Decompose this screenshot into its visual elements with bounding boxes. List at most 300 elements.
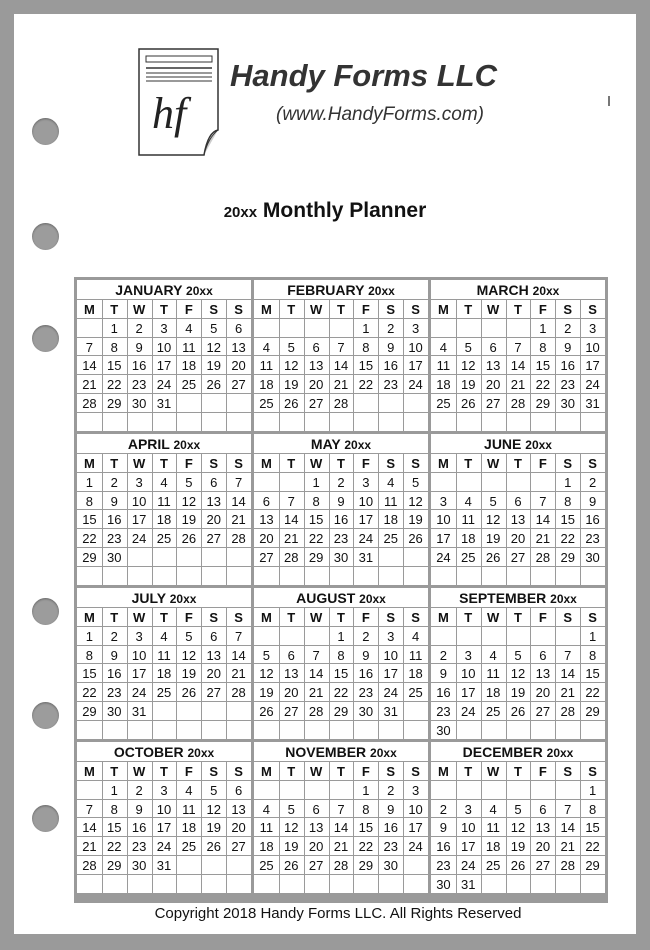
day-cell: 12	[408, 493, 423, 509]
binder-hole	[32, 805, 59, 832]
weekday-header: W	[309, 456, 323, 471]
day-cell: 20	[206, 666, 221, 682]
day-cell: 8	[85, 647, 94, 663]
day-cell: 25	[181, 839, 197, 855]
month-title	[431, 280, 605, 300]
day-cell: 14	[82, 358, 97, 374]
day-cell: 6	[539, 647, 547, 663]
weekday-header: T	[514, 764, 522, 779]
weekday-header: T	[110, 302, 119, 317]
weekday-header: T	[514, 456, 522, 471]
day-cell: 31	[358, 550, 374, 565]
day-cell: 7	[234, 628, 243, 644]
day-cell: 21	[333, 377, 349, 393]
day-cell: 2	[135, 782, 143, 798]
day-cell: 25	[156, 685, 172, 701]
day-cell: 12	[206, 801, 221, 817]
day-cell: 10	[383, 647, 398, 663]
weekday-header: T	[160, 302, 168, 317]
day-cell: 12	[510, 820, 526, 836]
day-cell: 14	[560, 666, 575, 682]
day-cell: 11	[182, 339, 196, 355]
month-title	[77, 280, 251, 300]
day-cell: 27	[308, 858, 324, 873]
weekday-header: T	[287, 764, 296, 779]
day-cell: 9	[337, 493, 345, 509]
day-cell: 20	[535, 685, 551, 701]
grid-line	[77, 431, 251, 432]
month-year: 20xx	[173, 438, 201, 452]
month-title	[431, 588, 605, 608]
day-cell: 16	[131, 358, 147, 374]
day-cell: 12	[510, 666, 526, 682]
day-cell: 29	[585, 704, 600, 719]
weekday-header: T	[464, 764, 473, 779]
day-cell: 19	[408, 512, 423, 528]
day-cell: 13	[231, 339, 246, 355]
weekday-header: M	[261, 456, 272, 471]
day-cell: 14	[560, 820, 575, 836]
day-cell: 10	[358, 493, 374, 509]
day-cell: 1	[362, 320, 370, 336]
day-cell: 2	[588, 474, 597, 490]
day-cell: 23	[383, 377, 398, 393]
weekday-header: S	[209, 610, 219, 625]
day-cell: 12	[181, 493, 197, 509]
day-cell: 19	[206, 820, 221, 836]
day-cell: 26	[181, 685, 197, 701]
day-cell: 8	[312, 493, 320, 509]
day-cell: 14	[231, 647, 246, 663]
day-cell: 3	[160, 782, 168, 798]
day-cell: 5	[185, 628, 193, 644]
day-cell: 19	[284, 377, 299, 393]
day-cell: 11	[486, 666, 500, 682]
month-name: DECEMBER	[462, 744, 547, 760]
weekday-header: S	[234, 456, 243, 471]
month-title	[254, 434, 428, 454]
weekday-header: S	[563, 764, 573, 779]
day-cell: 8	[588, 647, 597, 663]
day-cell: 16	[383, 358, 398, 374]
day-cell: 3	[464, 647, 472, 663]
day-cell: 27	[535, 704, 551, 719]
grid-line	[254, 739, 428, 740]
day-cell: 13	[485, 358, 501, 374]
day-cell: 30	[560, 396, 575, 411]
day-cell: 20	[308, 839, 324, 855]
day-cell: 16	[585, 512, 600, 528]
day-cell: 12	[181, 647, 197, 663]
weekday-header: W	[132, 764, 146, 779]
day-cell: 16	[107, 666, 122, 682]
day-cell: 29	[560, 550, 575, 565]
day-cell: 14	[333, 820, 349, 836]
day-cell: 24	[131, 685, 147, 701]
day-cell: 27	[284, 704, 299, 719]
day-cell: 18	[259, 377, 274, 393]
month-title	[77, 742, 251, 762]
weekday-header: T	[464, 302, 473, 317]
weekday-header: M	[261, 764, 272, 779]
month-year: 20xx	[550, 592, 577, 606]
day-cell: 30	[131, 396, 147, 411]
day-cell: 20	[259, 531, 274, 547]
day-cell: 8	[85, 493, 94, 509]
day-cell: 21	[231, 512, 246, 528]
day-cell: 29	[107, 858, 122, 873]
weekday-header: T	[514, 302, 522, 317]
weekday-header: F	[184, 456, 193, 471]
weekday-header: S	[234, 610, 243, 625]
day-cell: 17	[131, 512, 147, 528]
day-cell: 21	[560, 685, 575, 701]
weekday-header: W	[486, 302, 500, 317]
day-cell: 17	[408, 820, 423, 836]
grid-line	[77, 585, 251, 586]
day-cell: 14	[510, 358, 526, 374]
month-title	[77, 588, 251, 608]
weekday-header: F	[538, 764, 547, 779]
month-name: MARCH	[476, 282, 533, 298]
day-cell: 29	[358, 858, 374, 873]
day-cell: 2	[439, 647, 448, 663]
month-name: OCTOBER	[113, 744, 188, 760]
day-cell: 18	[408, 666, 423, 682]
day-cell: 15	[82, 512, 97, 528]
day-cell: 1	[337, 628, 345, 644]
weekday-header: T	[110, 610, 119, 625]
day-cell: 23	[560, 377, 575, 393]
month-title	[254, 588, 428, 608]
title-year: 20xx	[223, 204, 258, 221]
day-cell: 18	[181, 820, 197, 836]
day-cell: 23	[131, 377, 147, 393]
day-cell: 17	[408, 358, 423, 374]
day-cell: 5	[514, 647, 522, 663]
day-cell: 20	[308, 377, 324, 393]
day-cell: 14	[284, 512, 299, 528]
day-cell: 19	[181, 666, 197, 682]
day-cell: 9	[588, 493, 597, 509]
day-cell: 31	[156, 858, 172, 873]
day-cell: 1	[312, 474, 320, 490]
day-cell: 24	[461, 858, 476, 873]
day-cell: 4	[160, 474, 168, 490]
day-cell: 4	[489, 801, 497, 817]
day-cell: 3	[362, 474, 370, 490]
day-cell: 15	[560, 512, 575, 528]
day-cell: 29	[107, 396, 122, 411]
day-cell: 19	[181, 512, 197, 528]
day-cell: 30	[333, 550, 349, 565]
month-year: 20xx	[186, 284, 213, 298]
weekday-header: M	[438, 456, 449, 471]
day-cell: 6	[287, 647, 295, 663]
day-cell: 16	[436, 685, 451, 701]
day-cell: 16	[383, 820, 398, 836]
day-cell: 16	[436, 839, 451, 855]
day-cell: 6	[234, 320, 243, 336]
day-cell: 20	[231, 820, 246, 836]
weekday-header: T	[160, 764, 168, 779]
day-cell: 22	[560, 531, 575, 547]
weekday-header: S	[588, 456, 597, 471]
day-cell: 18	[436, 377, 451, 393]
day-cell: 16	[333, 512, 349, 528]
day-cell: 26	[206, 377, 221, 393]
day-cell: 23	[358, 685, 374, 701]
weekday-header: W	[309, 610, 323, 625]
day-cell: 10	[461, 666, 476, 682]
weekday-header: T	[464, 610, 473, 625]
day-cell: 5	[210, 320, 218, 336]
day-cell: 23	[585, 531, 600, 547]
day-cell: 10	[436, 512, 451, 528]
day-cell: 30	[107, 550, 122, 565]
day-cell: 28	[333, 858, 349, 873]
day-cell: 31	[156, 396, 172, 411]
day-cell: 6	[234, 782, 243, 798]
day-cell: 12	[206, 339, 221, 355]
day-cell: 26	[181, 531, 197, 547]
day-cell: 18	[181, 358, 197, 374]
day-cell: 20	[510, 531, 526, 547]
day-cell: 3	[464, 801, 472, 817]
day-cell: 26	[485, 550, 501, 565]
month-title	[431, 434, 605, 454]
day-cell: 25	[259, 396, 274, 411]
weekday-header: T	[287, 610, 296, 625]
day-cell: 4	[439, 339, 448, 355]
weekday-header: W	[132, 456, 146, 471]
day-cell: 21	[231, 666, 246, 682]
day-cell: 15	[107, 358, 122, 374]
day-cell: 11	[182, 801, 196, 817]
day-cell: 10	[156, 801, 172, 817]
day-cell: 22	[82, 685, 97, 701]
month-december	[431, 742, 605, 893]
day-cell: 2	[110, 628, 118, 644]
day-cell: 14	[231, 493, 246, 509]
day-cell: 21	[308, 685, 324, 701]
day-cell: 9	[135, 339, 143, 355]
day-cell: 31	[461, 876, 476, 892]
day-cell: 27	[485, 396, 501, 411]
day-cell: 29	[333, 704, 349, 719]
weekday-header: T	[287, 302, 296, 317]
day-cell: 11	[157, 493, 171, 509]
day-cell: 27	[308, 396, 324, 411]
day-cell: 22	[358, 377, 374, 393]
day-cell: 9	[110, 647, 118, 663]
day-cell: 13	[510, 512, 526, 528]
month-september	[431, 588, 605, 739]
weekday-header: T	[337, 610, 345, 625]
binder-hole	[32, 223, 59, 250]
day-cell: 16	[131, 820, 147, 836]
day-cell: 21	[333, 839, 349, 855]
day-cell: 3	[387, 628, 395, 644]
weekday-header: W	[486, 610, 500, 625]
weekday-header: M	[438, 610, 449, 625]
weekday-header: F	[538, 456, 547, 471]
day-cell: 22	[535, 377, 551, 393]
grid-line	[77, 893, 251, 894]
day-cell: 24	[156, 839, 172, 855]
month-march	[431, 280, 605, 431]
weekday-header: W	[309, 302, 323, 317]
day-cell: 8	[110, 339, 118, 355]
day-cell: 27	[535, 858, 551, 873]
weekday-header: F	[184, 764, 193, 779]
weekday-header: S	[386, 610, 396, 625]
month-name: MAY	[310, 436, 345, 452]
day-cell: 17	[436, 531, 451, 547]
month-april	[77, 434, 251, 585]
day-cell: 10	[461, 820, 476, 836]
day-cell: 5	[489, 493, 497, 509]
day-cell: 25	[408, 685, 423, 701]
day-cell: 17	[156, 820, 172, 836]
grid-line	[254, 431, 428, 432]
day-cell: 24	[461, 704, 476, 719]
logo-monogram: hf	[152, 89, 187, 138]
day-cell: 4	[185, 782, 193, 798]
day-cell: 3	[135, 628, 143, 644]
day-cell: 3	[135, 474, 143, 490]
day-cell: 26	[510, 704, 526, 719]
day-cell: 15	[358, 820, 374, 836]
weekday-header: M	[438, 764, 449, 779]
weekday-header: T	[514, 610, 522, 625]
day-cell: 23	[383, 839, 398, 855]
weekday-header: M	[438, 302, 449, 317]
day-cell: 7	[337, 339, 345, 355]
weekday-header: S	[234, 302, 243, 317]
day-cell: 6	[489, 339, 497, 355]
month-june	[431, 434, 605, 585]
weekday-header: S	[411, 456, 420, 471]
day-cell: 20	[284, 685, 299, 701]
day-cell: 31	[383, 704, 398, 719]
copyright-notice: Copyright 2018 Handy Forms LLC. All Rights Reserved	[154, 905, 522, 922]
month-name: JULY	[131, 590, 170, 606]
company-website: (www.HandyForms.com)	[276, 104, 484, 125]
grid-line	[254, 585, 428, 586]
day-cell: 30	[585, 550, 600, 565]
binder-hole	[32, 598, 59, 625]
day-cell: 19	[510, 685, 526, 701]
day-cell: 8	[588, 801, 597, 817]
day-cell: 19	[284, 839, 299, 855]
day-cell: 7	[312, 647, 320, 663]
weekday-header: S	[234, 764, 243, 779]
day-cell: 30	[358, 704, 374, 719]
day-cell: 6	[312, 801, 320, 817]
day-cell: 26	[206, 839, 221, 855]
company-name: Handy Forms LLC	[230, 58, 497, 93]
day-cell: 4	[185, 320, 193, 336]
weekday-header: S	[209, 456, 219, 471]
day-cell: 10	[408, 339, 423, 355]
day-cell: 28	[333, 396, 349, 411]
day-cell: 8	[564, 493, 572, 509]
day-cell: 7	[287, 493, 295, 509]
day-cell: 14	[535, 512, 551, 528]
day-cell: 5	[210, 782, 218, 798]
day-cell: 27	[206, 531, 221, 547]
day-cell: 17	[461, 685, 476, 701]
month-year: 20xx	[370, 746, 397, 760]
month-october	[77, 742, 251, 893]
day-cell: 19	[259, 685, 274, 701]
day-cell: 4	[489, 647, 497, 663]
day-cell: 11	[408, 647, 423, 663]
day-cell: 7	[234, 474, 243, 490]
weekday-header: T	[160, 456, 168, 471]
day-cell: 30	[107, 704, 122, 719]
day-cell: 1	[110, 320, 118, 336]
day-cell: 20	[231, 358, 246, 374]
weekday-header: M	[84, 764, 95, 779]
weekday-header: S	[563, 456, 573, 471]
day-cell: 13	[535, 820, 551, 836]
day-cell: 2	[135, 320, 143, 336]
weekday-header: W	[132, 302, 146, 317]
day-cell: 23	[107, 531, 122, 547]
day-cell: 9	[564, 339, 572, 355]
weekday-header: T	[160, 610, 168, 625]
day-cell: 30	[131, 858, 147, 873]
day-cell: 5	[411, 474, 420, 490]
weekday-header: S	[588, 302, 597, 317]
day-cell: 10	[156, 339, 172, 355]
grid-line	[431, 739, 605, 740]
day-cell: 18	[461, 531, 476, 547]
day-cell: 2	[387, 320, 395, 336]
day-cell: 13	[308, 358, 324, 374]
weekday-header: F	[184, 302, 193, 317]
day-cell: 24	[131, 531, 147, 547]
month-name: SEPTEMBER	[459, 590, 551, 606]
day-cell: 4	[387, 474, 395, 490]
weekday-header: F	[538, 610, 547, 625]
day-cell: 5	[185, 474, 193, 490]
weekday-header: T	[337, 456, 345, 471]
day-cell: 1	[564, 474, 572, 490]
day-cell: 1	[539, 320, 547, 336]
day-cell: 11	[259, 820, 274, 836]
day-cell: 18	[156, 512, 172, 528]
day-cell: 28	[231, 531, 246, 547]
day-cell: 23	[131, 839, 147, 855]
day-cell: 9	[439, 820, 448, 836]
day-cell: 2	[337, 474, 345, 490]
day-cell: 13	[206, 493, 221, 509]
day-cell: 11	[461, 512, 476, 528]
day-cell: 14	[333, 358, 349, 374]
day-cell: 15	[358, 358, 374, 374]
month-august	[254, 588, 428, 739]
day-cell: 27	[231, 839, 246, 855]
day-cell: 24	[383, 685, 398, 701]
day-cell: 22	[107, 839, 122, 855]
month-title	[431, 742, 605, 762]
day-cell: 12	[485, 512, 501, 528]
day-cell: 20	[485, 377, 501, 393]
day-cell: 26	[408, 531, 423, 547]
